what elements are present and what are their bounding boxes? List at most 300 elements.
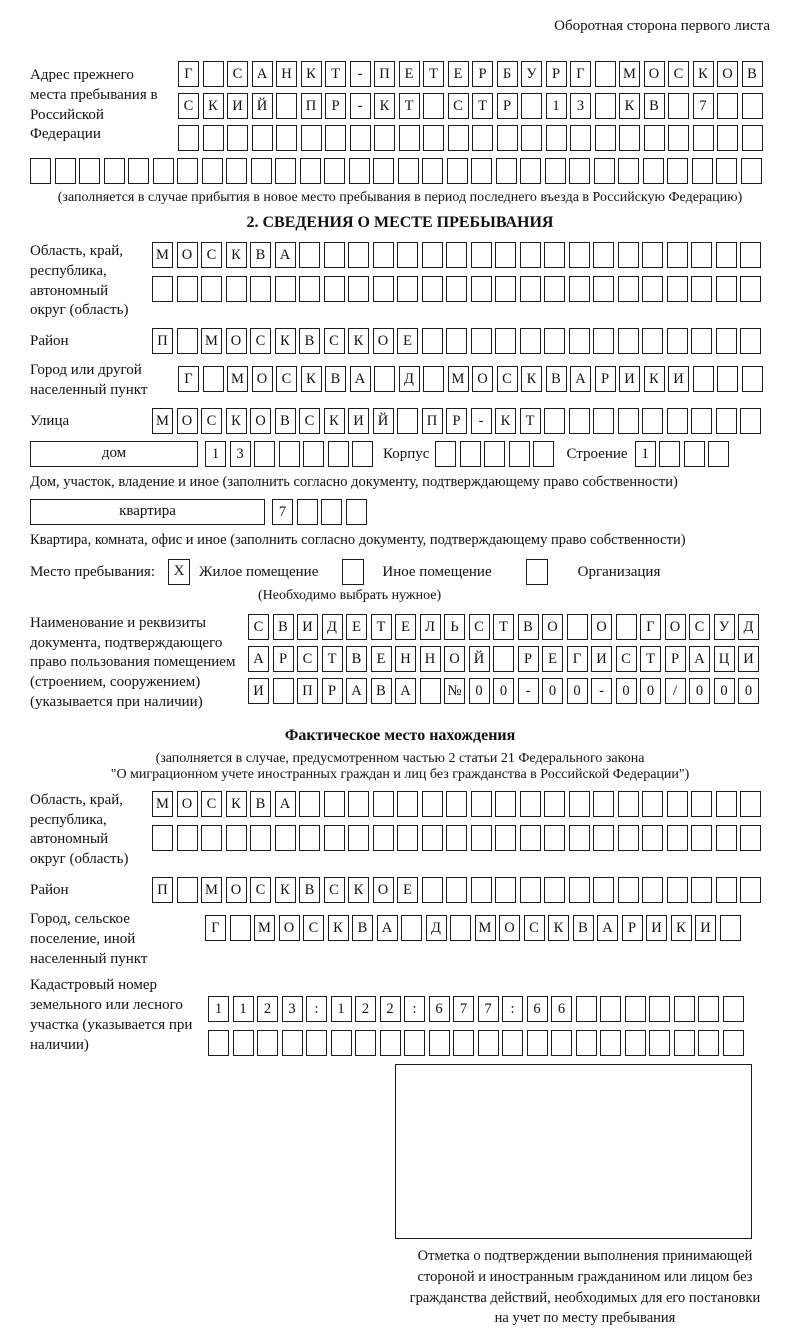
char-cell <box>422 328 443 354</box>
char-cell <box>495 877 516 903</box>
char-cell <box>448 125 469 151</box>
char-cell: К <box>275 328 296 354</box>
apartment-box: квартира <box>30 499 265 525</box>
char-cell <box>740 408 761 434</box>
doc-row-2 <box>248 646 759 672</box>
char-cell <box>740 877 761 903</box>
char-cell: О <box>591 614 612 640</box>
char-cell <box>299 242 320 268</box>
char-cell: В <box>371 678 392 704</box>
organization-label: Организация <box>577 563 661 580</box>
prev-address-row-4 <box>30 158 770 184</box>
char-cell <box>509 441 530 467</box>
char-cell <box>544 276 565 302</box>
char-cell: 1 <box>208 996 229 1022</box>
char-cell: В <box>346 646 367 672</box>
char-cell <box>401 915 422 941</box>
char-cell <box>282 1030 303 1056</box>
fact-region-row-1 <box>152 791 761 817</box>
char-cell <box>667 158 688 184</box>
char-cell <box>250 276 271 302</box>
char-cell <box>493 646 514 672</box>
char-cell: В <box>299 328 320 354</box>
char-cell: В <box>573 915 594 941</box>
char-cell: О <box>226 877 247 903</box>
char-cell <box>618 877 639 903</box>
char-cell: М <box>619 61 640 87</box>
char-cell <box>495 825 516 851</box>
char-cell: - <box>518 678 539 704</box>
char-cell: У <box>714 614 735 640</box>
char-cell: Е <box>397 877 418 903</box>
doc-field <box>30 614 770 713</box>
char-cell <box>373 276 394 302</box>
char-cell: Г <box>205 915 226 941</box>
char-cell: И <box>695 915 716 941</box>
char-cell <box>544 791 565 817</box>
district-field <box>30 328 770 354</box>
char-cell <box>450 915 471 941</box>
char-cell <box>275 825 296 851</box>
char-cell <box>348 825 369 851</box>
prev-address-row-3 <box>178 125 763 151</box>
char-cell: М <box>152 242 173 268</box>
char-cell <box>350 125 371 151</box>
char-cell <box>250 825 271 851</box>
char-cell <box>625 996 646 1022</box>
char-cell: К <box>374 93 395 119</box>
char-cell: К <box>619 93 640 119</box>
char-cell: Т <box>399 93 420 119</box>
fact-city-row <box>205 915 741 941</box>
char-cell <box>691 791 712 817</box>
char-cell: М <box>201 328 222 354</box>
stay-type-label: Место пребывания: <box>30 563 155 580</box>
char-cell: И <box>348 408 369 434</box>
char-cell <box>716 825 737 851</box>
char-cell <box>740 276 761 302</box>
char-cell <box>422 242 443 268</box>
char-cell <box>447 158 468 184</box>
char-cell <box>593 276 614 302</box>
fact-region-field <box>30 791 770 870</box>
char-cell <box>618 328 639 354</box>
char-cell <box>667 877 688 903</box>
char-cell: О <box>444 646 465 672</box>
doc-label: Наименование и реквизиты документа, подтверждающего право пользования помещением (строением, сооружением) (указывается при наличии) <box>30 614 236 710</box>
char-cell: 0 <box>616 678 637 704</box>
char-cell <box>520 276 541 302</box>
char-cell <box>471 242 492 268</box>
char-cell: И <box>738 646 759 672</box>
char-cell: О <box>472 366 493 392</box>
char-cell <box>693 125 714 151</box>
char-cell: С <box>448 93 469 119</box>
char-cell: П <box>374 61 395 87</box>
char-cell: В <box>325 366 346 392</box>
char-cell: Т <box>371 614 392 640</box>
char-cell <box>691 242 712 268</box>
char-cell: Е <box>448 61 469 87</box>
char-cell <box>576 1030 597 1056</box>
char-cell <box>152 825 173 851</box>
char-cell: 1 <box>205 441 226 467</box>
char-cell: В <box>250 242 271 268</box>
stamp-caption <box>370 1246 800 1328</box>
char-cell <box>668 125 689 151</box>
char-cell: 3 <box>230 441 251 467</box>
doc-cell-rows <box>248 614 759 704</box>
char-cell: Т <box>493 614 514 640</box>
korpus-cells <box>435 441 554 467</box>
char-cell <box>177 825 198 851</box>
char-cell <box>453 1030 474 1056</box>
char-cell: У <box>521 61 542 87</box>
fact-district-row <box>152 877 761 903</box>
char-cell: О <box>665 614 686 640</box>
char-cell <box>593 877 614 903</box>
char-cell: Й <box>252 93 273 119</box>
char-cell: Р <box>595 366 616 392</box>
char-cell: 0 <box>469 678 490 704</box>
char-cell: М <box>227 366 248 392</box>
stamp-area <box>395 1064 752 1239</box>
char-cell: А <box>689 646 710 672</box>
char-cell <box>593 328 614 354</box>
char-cell <box>348 276 369 302</box>
char-cell <box>446 825 467 851</box>
char-cell <box>642 276 663 302</box>
char-cell <box>208 1030 229 1056</box>
apartment-cells <box>272 499 367 525</box>
checkbox-residential: X <box>168 559 190 585</box>
char-cell: С <box>324 877 345 903</box>
char-cell: 0 <box>493 678 514 704</box>
char-cell: К <box>203 93 224 119</box>
char-cell <box>521 93 542 119</box>
char-cell <box>569 791 590 817</box>
char-cell: - <box>350 93 371 119</box>
char-cell: А <box>275 242 296 268</box>
char-cell: О <box>252 366 273 392</box>
char-cell: К <box>275 877 296 903</box>
char-cell: К <box>226 791 247 817</box>
char-cell: Т <box>325 61 346 87</box>
char-cell <box>423 366 444 392</box>
fact-district-field <box>30 877 770 903</box>
char-cell: 1 <box>233 996 254 1022</box>
char-cell <box>742 366 763 392</box>
region-label: Область, край, республика, автономный округ (область) <box>30 243 129 319</box>
page-header-note: Оборотная сторона первого листа <box>554 18 770 34</box>
char-cell: И <box>591 646 612 672</box>
char-cell <box>397 825 418 851</box>
char-cell: : <box>404 996 425 1022</box>
char-cell: К <box>671 915 692 941</box>
char-cell <box>569 408 590 434</box>
char-cell <box>446 877 467 903</box>
char-cell <box>544 328 565 354</box>
char-cell: Т <box>520 408 541 434</box>
doc-row-1 <box>248 614 759 640</box>
char-cell <box>520 877 541 903</box>
char-cell <box>742 93 763 119</box>
char-cell <box>693 366 714 392</box>
char-cell <box>527 1030 548 1056</box>
char-cell <box>642 242 663 268</box>
char-cell <box>644 125 665 151</box>
char-cell: С <box>689 614 710 640</box>
char-cell <box>301 125 322 151</box>
char-cell: О <box>717 61 738 87</box>
char-cell: Е <box>346 614 367 640</box>
region-row-2 <box>152 276 761 302</box>
char-cell <box>569 877 590 903</box>
char-cell: А <box>597 915 618 941</box>
char-cell: И <box>227 93 248 119</box>
fact-city-label: Город, сельское поселение, иной населенный пункт <box>30 910 148 967</box>
char-cell: П <box>422 408 443 434</box>
char-cell <box>668 93 689 119</box>
char-cell: И <box>646 915 667 941</box>
char-cell <box>569 158 590 184</box>
char-cell <box>642 825 663 851</box>
char-cell: Г <box>567 646 588 672</box>
char-cell <box>422 276 443 302</box>
cadastre-row-1 <box>208 996 744 1022</box>
char-cell <box>373 825 394 851</box>
char-cell <box>720 915 741 941</box>
char-cell <box>275 158 296 184</box>
char-cell: П <box>301 93 322 119</box>
char-cell: М <box>448 366 469 392</box>
char-cell <box>346 499 367 525</box>
char-cell <box>618 276 639 302</box>
char-cell <box>717 93 738 119</box>
char-cell: Р <box>325 93 346 119</box>
char-cell <box>595 93 616 119</box>
char-cell <box>643 158 664 184</box>
char-cell <box>569 825 590 851</box>
char-cell <box>423 93 444 119</box>
char-cell <box>551 1030 572 1056</box>
char-cell: А <box>346 678 367 704</box>
char-cell <box>478 1030 499 1056</box>
cadastre-row-2 <box>208 1030 744 1056</box>
house-cells <box>205 441 373 467</box>
char-cell: О <box>177 791 198 817</box>
char-cell <box>230 915 251 941</box>
char-cell: К <box>644 366 665 392</box>
prev-address-label: Адрес прежнего места пребывания в Российской Федерации <box>30 67 158 143</box>
char-cell <box>544 825 565 851</box>
cadastre-label: Кадастровый номер земельного или лесного участка (указывается при наличии) <box>30 977 193 1053</box>
char-cell <box>153 158 174 184</box>
char-cell: Р <box>472 61 493 87</box>
char-cell <box>306 1030 327 1056</box>
char-cell <box>297 499 318 525</box>
char-cell: Т <box>423 61 444 87</box>
char-cell <box>355 1030 376 1056</box>
char-cell <box>273 678 294 704</box>
char-cell <box>404 1030 425 1056</box>
char-cell: О <box>250 408 271 434</box>
checkbox-other-premises <box>342 559 364 585</box>
char-cell: А <box>252 61 273 87</box>
char-cell <box>374 366 395 392</box>
char-cell <box>742 125 763 151</box>
char-cell <box>226 276 247 302</box>
char-cell <box>227 125 248 151</box>
char-cell: П <box>152 877 173 903</box>
char-cell: С <box>201 242 222 268</box>
actual-location-note-1: (заполняется в случае, предусмотренном частью 2 статьи 21 Федерального закона <box>155 750 645 766</box>
char-cell: - <box>350 61 371 87</box>
char-cell <box>104 158 125 184</box>
char-cell <box>544 877 565 903</box>
char-cell: К <box>328 915 349 941</box>
char-cell: К <box>495 408 516 434</box>
char-cell: С <box>616 646 637 672</box>
char-cell <box>698 996 719 1022</box>
char-cell: Е <box>542 646 563 672</box>
char-cell <box>569 328 590 354</box>
char-cell: О <box>177 242 198 268</box>
char-cell <box>380 1030 401 1056</box>
actual-location-title: Фактическое место нахождения <box>284 726 516 744</box>
char-cell <box>649 996 670 1022</box>
char-cell <box>520 328 541 354</box>
prev-address-cell-rows <box>178 61 763 151</box>
char-cell: Й <box>469 646 490 672</box>
char-cell <box>600 996 621 1022</box>
char-cell <box>642 328 663 354</box>
char-cell <box>303 441 324 467</box>
char-cell: Л <box>420 614 441 640</box>
char-cell: Г <box>178 61 199 87</box>
char-cell: Р <box>446 408 467 434</box>
char-cell: С <box>297 646 318 672</box>
char-cell <box>600 1030 621 1056</box>
char-cell <box>300 158 321 184</box>
char-cell: 0 <box>640 678 661 704</box>
char-cell <box>446 791 467 817</box>
char-cell <box>471 877 492 903</box>
char-cell: А <box>248 646 269 672</box>
char-cell <box>275 276 296 302</box>
char-cell <box>740 328 761 354</box>
section2-title: 2. СВЕДЕНИЯ О МЕСТЕ ПРЕБЫВАНИЯ <box>246 214 554 231</box>
fact-region-label: Область, край, республика, автономный округ (область) <box>30 791 129 868</box>
char-cell <box>684 441 705 467</box>
char-cell <box>435 441 456 467</box>
char-cell <box>373 242 394 268</box>
char-cell <box>716 877 737 903</box>
char-cell: В <box>644 93 665 119</box>
char-cell <box>495 276 516 302</box>
char-cell <box>324 791 345 817</box>
char-cell <box>331 1030 352 1056</box>
char-cell: Б <box>497 61 518 87</box>
char-cell <box>576 996 597 1022</box>
char-cell: К <box>348 877 369 903</box>
char-cell <box>276 93 297 119</box>
char-cell: С <box>324 328 345 354</box>
char-cell <box>201 825 222 851</box>
char-cell: О <box>177 408 198 434</box>
char-cell: К <box>548 915 569 941</box>
char-cell <box>692 158 713 184</box>
char-cell: В <box>742 61 763 87</box>
char-cell <box>569 242 590 268</box>
char-cell <box>544 242 565 268</box>
char-cell: А <box>395 678 416 704</box>
char-cell <box>740 825 761 851</box>
char-cell: С <box>524 915 545 941</box>
char-cell <box>717 125 738 151</box>
house-row <box>30 441 770 467</box>
char-cell <box>520 158 541 184</box>
char-cell <box>593 408 614 434</box>
char-cell <box>233 1030 254 1056</box>
char-cell: 3 <box>570 93 591 119</box>
char-cell <box>667 825 688 851</box>
char-cell: Р <box>273 646 294 672</box>
stroenie-label: Строение <box>566 445 628 462</box>
char-cell: Й <box>373 408 394 434</box>
char-cell <box>460 441 481 467</box>
char-cell <box>328 441 349 467</box>
cadastre-cell-rows <box>208 996 744 1056</box>
char-cell <box>254 441 275 467</box>
char-cell: Т <box>322 646 343 672</box>
char-cell <box>397 276 418 302</box>
char-cell <box>226 825 247 851</box>
char-cell <box>520 825 541 851</box>
char-cell: 7 <box>693 93 714 119</box>
char-cell <box>649 1030 670 1056</box>
char-cell <box>667 408 688 434</box>
char-cell <box>741 158 762 184</box>
char-cell: А <box>377 915 398 941</box>
char-cell: П <box>152 328 173 354</box>
char-cell <box>667 328 688 354</box>
char-cell: А <box>350 366 371 392</box>
char-cell <box>177 158 198 184</box>
residential-label: Жилое помещение <box>199 563 319 580</box>
char-cell <box>201 276 222 302</box>
char-cell: Н <box>395 646 416 672</box>
char-cell <box>252 125 273 151</box>
char-cell <box>177 276 198 302</box>
apartment-note: Квартира, комната, офис и иное (заполнить согласно документу, подтверждающему право собственности) <box>30 531 686 548</box>
char-cell <box>616 614 637 640</box>
char-cell <box>716 328 737 354</box>
char-cell <box>324 276 345 302</box>
char-cell <box>569 276 590 302</box>
char-cell <box>472 125 493 151</box>
char-cell <box>423 125 444 151</box>
char-cell: 7 <box>478 996 499 1022</box>
char-cell <box>203 366 224 392</box>
fact-region-cell-rows <box>152 791 761 851</box>
char-cell: С <box>227 61 248 87</box>
char-cell <box>429 1030 450 1056</box>
char-cell <box>520 242 541 268</box>
char-cell <box>618 408 639 434</box>
char-cell <box>667 791 688 817</box>
city-row <box>178 366 763 392</box>
